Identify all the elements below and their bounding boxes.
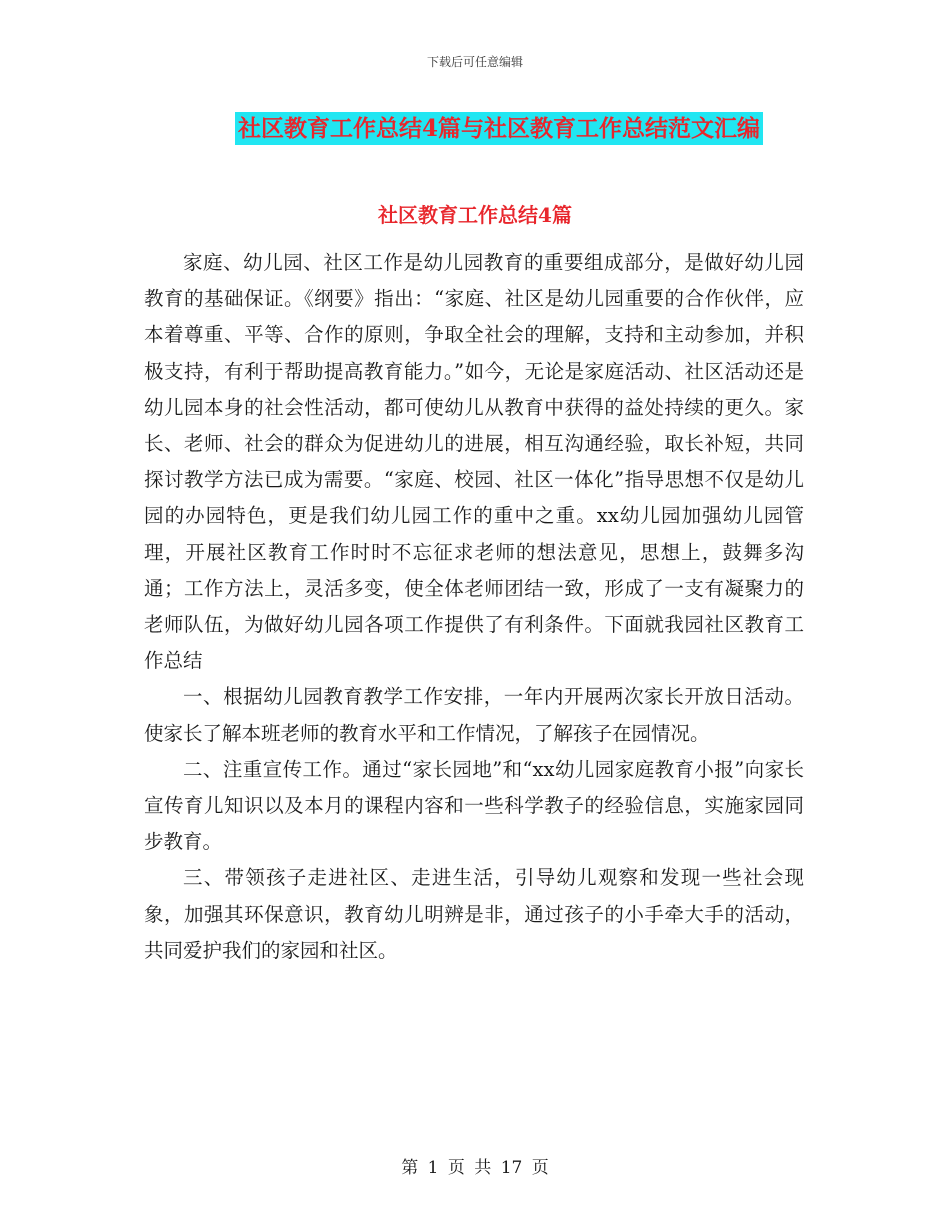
paragraph-item-2: 二、注重宣传工作。通过“家长园地”和“xx幼儿园家庭教育小报”向家长宣传育儿知识以及本月的课程内容和一些科学教子的经验信息，实施家园同步教育。 <box>144 757 804 854</box>
main-title: 社区教育工作总结4篇与社区教育工作总结范文汇编 <box>235 112 763 145</box>
header-note: 下载后可任意编辑 <box>426 55 523 69</box>
section-title: 社区教育工作总结4篇 <box>378 203 572 227</box>
paragraph-intro: 家庭、幼儿园、社区工作是幼儿园教育的重要组成部分，是做好幼儿园教育的基础保证。《纲要》指出：“家庭、社区是幼儿园重要的合作伙伴，应本着尊重、平等、合作的原则，争取全社会的理解，支持和主动参加，并积极支持，有利于帮助提高教育能力。”如今，无论是家庭活动、社区活动还是幼儿园本身的社会性活动，都可使幼儿从教育中获得的益处持续的更久。家长、老师、社会的群众为促进幼儿的进展，相互沟通经验，取长补短，共同探讨教学方法已成为需要。“家庭、校园、社区一体化”指导思想不仅是幼儿园的办园特色，更是我们幼儿园工作的重中之重。xx幼儿园加强幼儿园管理，开展社区教育工作时时不忘征求老师的想法意见，思想上，鼓舞多沟通；工作方法上，灵活多变，使全体老师团结一致，形成了一支有凝聚力的老师队伍，为做好幼儿园各项工作提供了有利条件。下面就我园社区教育工作总结 <box>144 251 804 673</box>
paragraph-item-1: 一、根据幼儿园教育教学工作安排，一年内开展两次家长开放日活动。使家长了解本班老师的教育水平和工作情况，了解孩子在园情况。 <box>144 685 804 745</box>
page-number-footer: 第 1 页 共 17 页 <box>401 1158 549 1178</box>
paragraph-item-3: 三、带领孩子走进社区、走进生活，引导幼儿观察和发现一些社会现象，加强其环保意识，教育幼儿明辨是非，通过孩子的小手牵大手的活动，共同爱护我们的家园和社区。 <box>144 866 804 962</box>
document-body <box>144 245 804 969</box>
main-title-container <box>0 112 950 145</box>
